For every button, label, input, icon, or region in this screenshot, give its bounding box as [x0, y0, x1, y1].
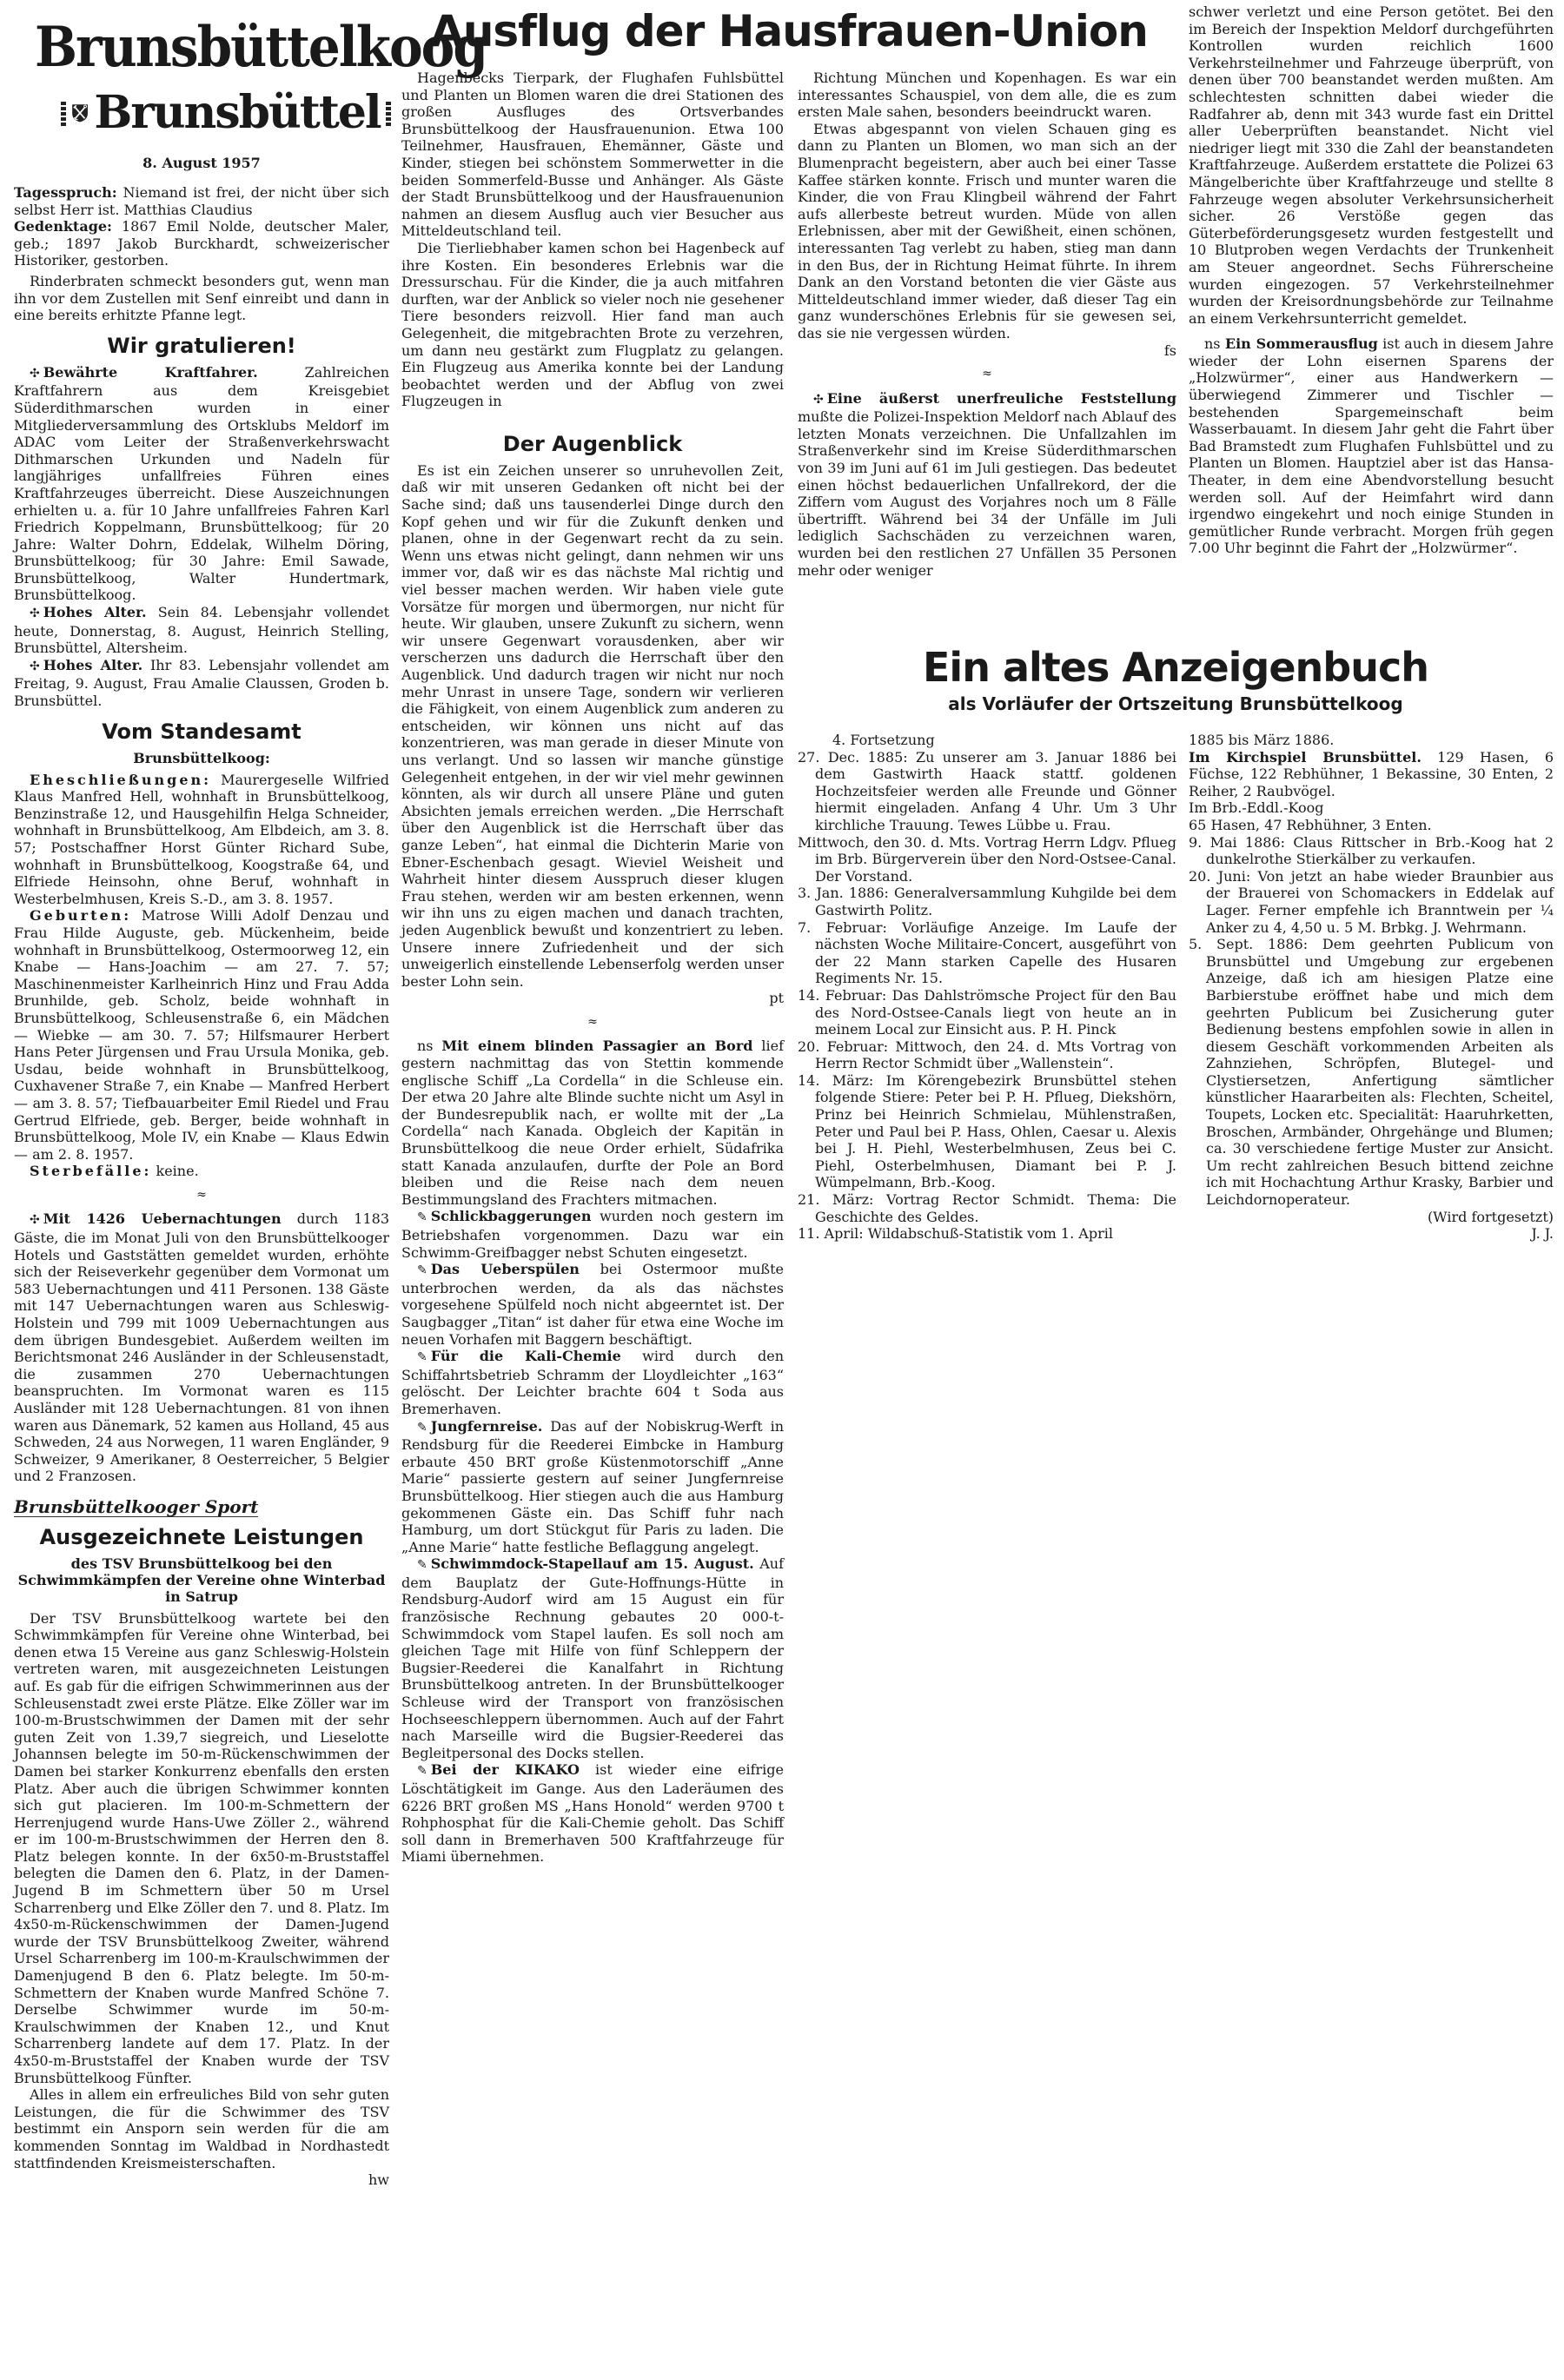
paragraph: 9. Mai 1886: Claus Rittscher in Brb.-Koog hat 2 dunkelrothe Stierkälber zu verkaufen. [1189, 833, 1554, 868]
label: Geburten: [30, 907, 132, 925]
paragraph: Mittwoch, den 30. d. Mts. Vortrag Herrn Ldgv. Pflueg im Brb. Bürgerverein über den Nord-Ostsee-Canal. Der Vorstand. [798, 833, 1176, 885]
column-2 [401, 70, 784, 1866]
paragraph [401, 1038, 784, 1208]
ornament-icon: ✎ [417, 1210, 427, 1225]
label: Bewährte Kraftfahrer. [43, 363, 258, 381]
anzeigen-list-2 [1189, 799, 1554, 1208]
paragraph [14, 1163, 389, 1180]
text: durch 1183 Gäste, die im Monat Juli von den Brunsbüttelkooger Hotels und Gaststätten gemeldet wurden, erhöhte sich der Reiseverkehr gegenüber dem Vormonat um 583 Uebernachtungen und 411 Personen. 138 Gäste mit 147 Uebernachtungen waren aus Schleswig-Holstein und 799 mit 1009 Uebernachtungen aus dem übrigen Bundesgebiet. Außerdem weilten im Berichtsmonat 246 Ausländer in der Schleusenstadt, die zusammen 270 Uebernachtungen beanspruchten. Im Vormonat waren es 115 Ausländer mit 128 Uebernachtungen. 81 von ihnen waren aus Dänemark, 52 kamen aus Holland, 45 aus Schweden, 24 aus Norwegen, 11 waren Engländer, 9 Schweizer, 9 Amerikaner, 8 Oesterreicher, 5 Belgier und 2 Franzosen. [14, 1210, 389, 1485]
label: Tagesspruch: [14, 184, 117, 201]
gedenktage [14, 218, 389, 269]
sport-body [14, 1610, 389, 2172]
paragraph [401, 1418, 784, 1556]
text: wurden noch gestern im Betriebshafen vorgenommen. Dazu war ein Schwimm-Greifbagger nebst Schuten eingesetzt. [401, 1208, 784, 1261]
banner-right-icon [386, 100, 391, 126]
unfall-continuation: schwer verletzt und eine Person getötet. Bei den im Bereich der Inspektion Meldorf durchgeführten Kontrollen wurden reichlich 1600 Verkehrsteilnehmer und Fahrzeuge überprüft, von denen über 700 beanstandet werden mußten. Am schlechtesten schnitten dabei wieder die Radfahrer ab, denn mit 343 wurde fast ein Drittel aller Ueberprüften beanstandet. Nicht viel niedriger liegt mit 330 die Zahl der beanstandeten Kraftfahrzeuge. Außerdem erstattete die Polizei 63 Mängelberichte über Kraftfahrzeuge und stellte 8 Fahrzeuge wegen absoluter Verkehrsunsicherheit sicher. 26 Verstöße gegen das Güterbeförderungsgesetz wurden festgestellt und 10 Blutproben wegen Verdachts der Trunkenheit am Steuer angeordnet. Sechs Führerscheine wurden eingezogen. 57 Verkehrsteilnehmer wurden der Kreisordnungsbehörde zur Teilnahme an einem Verkehrsunterricht gemeldet. [1189, 3, 1554, 327]
paragraph [14, 907, 389, 1163]
text: Maurergeselle Wilfried Klaus Manfred Hell, wohnhaft in Brunsbüttelkoog, Benzinstraße 12, und Hausgehilfin Helga Schneider, wohnhaft in Brunsbüttelkoog, Am Elbdeich, am 3. 8. 57; Postschaffner Horst Günter Richard Sube, wohnhaft in Brunsbüttelkoog, Koogstraße 64, und Elfriede Heinsohn, ohne Beruf, wohnhaft in Westerbelmhusen, Kreis S.-D., am 3. 8. 1957. [14, 771, 389, 907]
separator-icon: ≈ [587, 1014, 598, 1029]
paragraph [401, 1348, 784, 1417]
text: Matrose Willi Adolf Denzau und Frau Hilde Auguste, geb. Mückenheim, beide wohnhaft in Brunsbüttelkoog, Ostermoorweg 12, ein Knabe — Hans-Joachim — am 27. 7. 57; Maschinenmeister Karlheinrich Hinz und Frau Adda Brunhilde, geb. Scholz, beide wohnhaft in Brunsbüttelkoog, Schleusenstraße 6, ein Mädchen — Wiebke — am 30. 7. 57; Hilfsmaurer Herbert Hans Peter Jürgensen und Frau Ursula Monika, geb. Usdau, beide wohnhaft in Brunsbüttelkoog, Cuxhavener Straße 7, ein Knabe — Manfred Herbert — am 3. 8. 57; Tiefbauarbeiter Emil Riedel und Frau Gertrud Elfriede, geb. Berger, beide wohnhaft in Brunsbüttelkoog, Mole IV, ein Knabe — Klaus Edwin — am 2. 8. 1957. [14, 907, 389, 1163]
label: Schlickbaggerungen [430, 1208, 592, 1225]
text: mußte die Polizei-Inspektion Meldorf nach Ablauf des letzten Monats verzeichnen. Die Unfallzahlen im Straßenverkehr sind im Kreise Süderdithmarschen von 39 im Juni auf 61 im Juli gestiegen. Das bedeutet einen höchst bedauerlichen Unfallrekord, der die Ziffern vom August des Vorjahres noch um 8 Fälle übertrifft. Während bei 34 der Unfälle im Juli lediglich Sachschäden zu verzeichnen waren, wurden bei den restlichen 27 Unfällen 35 Personen mehr oder weniger [798, 408, 1176, 579]
text: Niemand ist frei, der nicht über sich selbst Herr ist. Matthias Claudius [14, 184, 389, 218]
ornament-icon: ✣ [30, 366, 40, 381]
label: Ein Sommerausflug [1224, 335, 1378, 353]
paragraph [401, 1208, 784, 1261]
fortsetzung-label: 4. Fortsetzung [832, 732, 935, 748]
separator-icon: ≈ [196, 1187, 207, 1202]
paragraph: Im Brb.-Eddl.-Koog [1189, 799, 1324, 817]
label: Gedenktage: [14, 218, 112, 235]
text: keine. [151, 1163, 199, 1180]
prefix: ns [417, 1038, 434, 1055]
kitchen-tip: Rinderbraten schmeckt besonders gut, wenn man ihn vor dem Zustellen mit Senf einreibt und dann in eine bereits erhitzte Pfanne legt. [14, 272, 389, 324]
author-signature: pt [769, 990, 784, 1007]
label: Im Kirchspiel Brunsbüttel. [1189, 748, 1422, 766]
kirchspiel-entry [1189, 749, 1554, 800]
ornament-icon: ✎ [417, 1263, 427, 1278]
paragraph: 27. Dec. 1885: Zu unserer am 3. Januar 1886 bei dem Gastwirth Haack stattf. goldenen Hochzeitsfeier werden alle Freunde und Gönner hiermit eingeladen. Anfang 4 Uhr. Um 3 Uhr kirchliche Trauung. Tewes Lübbe u. Frau. [798, 748, 1176, 833]
label: Für die Kali-Chemie [430, 1348, 621, 1365]
paragraph: 21. März: Vortrag Rector Schmidt. Thema: Die Geschichte des Geldes. [798, 1191, 1176, 1225]
text: ist auch in diesem Jahre wieder der Lohn eisernen Sparens der „Holzwürmer“, einer aus Handwerkern — überwiegend Zimmerer und Tischler — bestehenden Spargemeinschaft beim Wasserbauamt. In diesem Jahr geht die Fahrt über Bad Bramstedt zum Flughafen Fuhlsbüttel und zu Planten un Blomen. Hauptziel aber ist das Hansa-Theater, in dem eine Abendvorstellung besucht werden soll. Auf der Heimfahrt wird dann irgendwo eingekehrt und noch einige Stunden in gemütlicher Runde verbracht. Morgen früh gegen 7.00 Uhr beginnt die Fahrt der „Holzwürmer“. [1189, 335, 1554, 557]
paragraph: Alles in allem ein erfreuliches Bild von sehr guten Leistungen, die für die Schwimmer des TSV bestimmt ein Ansporn sein werden für die am kommenden Sonntag im Waldbad in Nordhastedt stattfindenden Kreismeisterschaften. [14, 2086, 389, 2171]
author-signature: fs [1163, 341, 1176, 359]
ornament-icon: ✣ [813, 392, 824, 407]
paragraph [401, 1261, 784, 1348]
standesamt-subtitle: Brunsbüttelkoog: [133, 749, 270, 766]
paragraph: 14. Februar: Das Dahlströmsche Project für den Bau des Nord-Ostsee-Canals liegt von heute an in meinem Local zur Einsicht aus. P. H. Pinck [798, 986, 1176, 1038]
hausfrauen-body-2 [798, 70, 1176, 342]
headline-augenblick: Der Augenblick [502, 431, 683, 456]
paragraph [14, 364, 389, 604]
text: Auf dem Bauplatz der Gute-Hoffnungs-Hütte in Rendsburg-Audorf wird am 15 August ein für französische Rechnung gebautes 20 000-t-Schwimmdock vom Stapel laufen. Es soll noch am gleichen Tage mit Hilfe von fünf Schleppern der Bugsier-Reederei die Kanalfahrt in Richtung Brunsbüttelkoog antreten. In der Brunsbüttelkooger Schleuse wird der Transport von französischen Hochseeschleppern übernommen. Auch auf der Fahrt nach Marseille wird die Bugsier-Reederei das Begleitpersonal des Docks stellen. [401, 1555, 785, 1761]
ornament-icon: ✎ [417, 1764, 427, 1779]
ornament-icon: ✣ [30, 1213, 40, 1228]
augenblick-body: Es ist ein Zeichen unserer so unruhevollen Zeit, daß wir mit unseren Gedanken oft nicht bei der Sache sind; daß uns tausenderlei Dinge durch den Kopf gehen und wir für die Zukunft denken und planen, ohne in der Gegenwart recht da zu sein. Wenn uns etwas nicht gelingt, dann nehmen wir uns immer vor, daß wir es das nächste Mal richtig und viel besser machen werden. Wir haben viele gute Vorsätze für morgen und übermorgen, nur nicht für heute. Wir glauben, unsere Zukunft zu sichern, wenn wir unsere Gegenwart vorausdenken, aber wir verscherzen uns dadurch die Herrschaft über den Augenblick. Und dadurch tragen wir nicht nur noch mehr Unrast in unsere Tage, sondern wir verlieren die Fähigkeit, von einem Augenblick zum anderen zu entscheiden, wir können uns nicht auf das konzentrieren, was man gerade in dieser Minute von uns verlangt. Und so lassen wir manche günstige Gelegenheit entgehen, in der wir viel mehr gewinnen könnten, als wir durch all unsere Pläne und guten Absichten jemals erreichen werden. „Die Herrschaft über den Augenblick ist die Herrschaft über das ganze Leben“, hat einmal die Dichterin Marie von Ebner-Eschenbach gesagt. Wieviel Weisheit und Wahrheit hinter diesem Ausspruch dieser klugen Frau stehen, werden wir am besten erkennen, wenn wir ihn uns zu eigen machen und danach trachten, jeden Augenblick bewußt und konzentriert zu leben. Unsere innere Zufriedenheit und der sich unweigerlich einstellende Lebenserfolg werden unser bester Lohn sein. [401, 461, 784, 990]
paragraph: Etwas abgespannt von vielen Schauen ging es dann zu Planten un Blomen, wo man sich an der Blumenpracht begeistern, aber auch bei einer Tasse Kaffee stärken konnte. Frisch und munter waren die Kinder, die von Frau Klingbeil während der Fahrt aufs allerbeste betreut wurden. Müde von allen Erlebnissen, aber mit der Gewißheit, einen schönen, interessanten Tag verlebt zu haben, stieg man dann in den Bus, der in Richtung Heimat führte. In ihrem Dank an den Vorstand betonten die vier Gäste aus Mitteldeutschland immer wieder, daß dieser Tag ein ganz wunderschönes Erlebnis für sie gewesen sei, das sie nie vergessen würden. [798, 120, 1176, 341]
ornament-icon: ✎ [417, 1420, 427, 1435]
anzeigen-list-1 [798, 749, 1176, 1243]
headline-hausfrauen: Ausflug der Hausfrauen-Union [430, 6, 1148, 56]
label: Sterbefälle: [30, 1163, 152, 1180]
masthead-town: Brunsbüttel [94, 86, 381, 139]
prefix: ns [1204, 335, 1221, 353]
anzeigenbuch-column-2 [1189, 732, 1554, 1243]
paragraph: 14. März: Im Körengebezirk Brunsbüttel stehen folgende Stiere: Peter bei P. H. Pflueg, Diekshörn, Prinz bei Heinrich Schmielau, Mühlenstraßen, Peter und Paul bei P. Hass, Ohlen, Caesar u. Alexis bei J. H. Piehl, Westerbelmhusen, Zeus bei C. Piehl, Osterbelmhusen, Diamant bei P. J. Wümpelmann, Brb.-Koog. [798, 1071, 1176, 1191]
paragraph: Richtung München und Kopenhagen. Es war ein interessantes Schauspiel, von dem alle, die es zum ersten Male sahen, besonders beeindruckt waren. [798, 70, 1176, 121]
tagesspruch [14, 184, 389, 218]
unfall-article [798, 390, 1176, 580]
anzeigenbuch-column-1 [798, 732, 1176, 1243]
paragraph: 65 Hasen, 47 Rebhühner, 3 Enten. [1189, 816, 1432, 833]
label: Bei der KIKAKO [430, 1761, 580, 1779]
column-4 [1189, 3, 1554, 557]
text: ist wieder eine eifrige Löschtätigkeit im Gange. Aus den Laderäumen des 6226 BRT großen MS „Hans Honold“ werden 9700 t Rohphosphat für die Kali-Chemie geholt. Das Schiff soll dann in Bremerhaven 500 Kraftfahrzeuge für Miami übernehmen. [401, 1761, 784, 1866]
text: Das auf der Nobiskrug-Werft in Rendsburg für die Reederei Eimbcke in Hamburg erbaute 450 BRT große Küstenmotorschiff „Anne Marie“ passierte gestern auf seiner Jungfernreise Brunsbüttelkoog. Hier stiegen auch die aus Hamburg gekommenen Gäste ein. Das Schiff fuhr nach Hamburg, um dort Stückgut für Paris zu laden. Die „Anne Marie“ hatte festliche Beflaggung angelegt. [401, 1417, 784, 1555]
text: lief gestern nachmittag das von Stettin kommende englische Schiff „La Cordella“ in die Schleuse ein. Der etwa 20 Jahre alte Blinde suchte nicht um Asyl in der Bundesrepublik nach, er wollte mit der „La Cordella“ nach Kanada. Obgleich der Kapitän in Brunsbüttelkoog die neue Order erhielt, Südafrika statt Kanada anzulaufen, durfte der Pole an Bord bleiben und die Reise nach dem neuen Bestimmungsland des Frachters mitmachen. [401, 1038, 784, 1208]
label: Eheschließungen: [30, 771, 212, 788]
paragraph: 20. Juni: Von jetzt an habe wieder Braunbier aus der Brauerei von Schomackers in Eddelak auf Lager. Ferner empfehle ich Branntwein per ¼ Anker zu 4, 4,50 u. 5 M. Brbkg. J. Wehrmann. [1189, 867, 1554, 936]
column-3 [798, 70, 1176, 579]
paragraph: 11. April: Wildabschuß-Statistik vom 1. April [798, 1225, 1113, 1243]
paragraph [14, 772, 389, 908]
standesamt-list [14, 772, 389, 1180]
headline-anzeigenbuch: Ein altes Anzeigenbuch [923, 644, 1428, 691]
paragraph: 3. Jan. 1886: Generalversammlung Kuhgilde bei dem Gastwirth Politz. [798, 885, 1176, 918]
section-title-gratulieren: Wir gratulieren! [107, 333, 296, 358]
sommerausflug-article [1189, 335, 1554, 557]
author-signature: hw [368, 2171, 389, 2189]
sport-section-label: Brunsbüttelkooger Sport [14, 1495, 259, 1517]
label: Eine äußerst unerfreuliche Feststellung [826, 389, 1176, 407]
masthead-subtitle [61, 80, 391, 146]
section-title-standesamt: Vom Standesamt [102, 719, 302, 744]
author-signature: J. J. [1531, 1225, 1554, 1243]
label: Schwimmdock-Stapellauf am 15. August. [430, 1555, 754, 1573]
paragraph [14, 657, 389, 710]
label: Hohes Alter. [43, 656, 143, 673]
column-1 [14, 184, 389, 2189]
hafen-news-list [401, 1038, 784, 1866]
label: Das Ueberspülen [430, 1261, 580, 1278]
label: Jungfernreise. [430, 1417, 543, 1435]
text: 1867 Emil Nolde, deutscher Maler, geb.; 1897 Jakob Burckhardt, schweizerischer Historiker, gestorben. [14, 218, 389, 269]
paragraph [401, 1761, 784, 1866]
continued-note: (Wird fortgesetzt) [1427, 1208, 1554, 1225]
masthead-title: Brunsbüttelkoog [35, 14, 487, 80]
paragraph: 20. Februar: Mittwoch, den 24. d. Mts Vortrag von Herrn Rector Schmidt über „Wallenstein“. [798, 1038, 1176, 1072]
anzeigen-continuation: 1885 bis März 1886. [1189, 732, 1335, 748]
paragraph [14, 604, 389, 657]
ornament-icon: ✎ [417, 1350, 427, 1365]
paragraph [401, 1555, 784, 1761]
paragraph: Die Tierliebhaber kamen schon bei Hagenbeck auf ihre Kosten. Ein besonderes Erlebnis war die Dressurschau. Für die Kinder, die ja auch mitfahren durften, war der Anblick so vieler noch nie gesehener Tiere besonders reizvoll. Hier fand man auch Gelegenheit, die mitgebrachten Brote zu verzehren, um dann neu gestärkt zum Flugplatz zu gelangen. Ein Flugzeug aus Amerika konnte bei der Landung beobachtet werden und der Abflug von zwei Flugzeugen in [401, 239, 784, 410]
label: Hohes Alter. [43, 604, 147, 621]
gratulieren-list [14, 364, 389, 710]
ornament-icon: ✣ [30, 659, 40, 673]
ornament-icon: ✣ [30, 607, 40, 621]
subheadline-anzeigenbuch: als Vorläufer der Ortszeitung Brunsbüttelkoog [948, 693, 1403, 714]
paragraph: Hagenbecks Tierpark, der Flughafen Fuhlsbüttel und Planten un Blomen waren die drei Stationen des großen Ausfluges des Ortsverbandes Brunsbüttelkoog der Hausfrauenunion. Etwa 100 Teilnehmer, Hausfrauen, Ehemänner, Gäste und Kinder, stiegen bei schönstem Sommerwetter in die beiden Sommerfeld-Busse und Anhänger. Als Gäste der Stadt Brunsbüttelkoog und der Hausfrauenunion nahmen an diesem Ausflug auch vier Besucher aus Mitteldeutschland teil. [401, 70, 784, 240]
text: Sein 84. Lebensjahr vollendet heute, Donnerstag, 8. August, Heinrich Stelling, Brunsbüttel, Altersheim. [14, 604, 389, 657]
text: wird durch den Schiffahrtsbetrieb Schramm der Lloydleichter „163“ gelöscht. Der Leichter brachte 604 t Soda aus Bremerhaven. [401, 1348, 785, 1417]
coat-of-arms-icon [71, 80, 89, 146]
ornament-icon: ✎ [417, 1558, 427, 1573]
text: Ihr 83. Lebensjahr vollendet am Freitag, 9. August, Frau Amalie Claussen, Groden b. Brunsbüttel. [14, 656, 389, 710]
text: Zahlreichen Kraftfahrern aus dem Kreisgebiet Süderdithmarschen wurden in einer Mitgliederversammlung des Ortsklubs Meldorf im ADAC vom Leiter der Straßenverkehrswacht Dithmarschen Urkunden und Nadeln für langjähriges unfallfreies Führen eines Kraftfahrzeuges überreicht. Diese Auszeichnungen erhielten u. a. für 10 Jahre unfallfreies Fahren Karl Friedrich Koppelmann, Brunsbüttelkoog; für 20 Jahre: Walter Dohrn, Eddelak, Wilhelm Döring, Brunsbüttelkoog; für 30 Jahre: Emil Sawade, Brunsbüttelkoog, Walter Hundertmark, Brunsbüttelkoog. [14, 363, 389, 604]
sport-headline: Ausgezeichnete Leistungen [39, 1524, 364, 1549]
separator-icon: ≈ [982, 367, 992, 381]
banner-left-icon [61, 100, 66, 126]
uebernachtungen-article [14, 1210, 389, 1485]
label: Mit 1426 Uebernachtungen [43, 1210, 282, 1228]
text: 129 Hasen, 6 Füchse, 122 Rebhühner, 1 Bekassine, 30 Enten, 2 Reiher, 2 Raubvögel. [1189, 748, 1554, 799]
paragraph: 7. Februar: Vorläufige Anzeige. Im Laufe der nächsten Woche Militaire-Concert, ausgeführt von der 22 Mann starken Capelle des Husaren Regiments Nr. 15. [798, 918, 1176, 987]
hausfrauen-body-1 [401, 70, 784, 410]
issue-date: 8. August 1957 [142, 155, 261, 171]
sport-subheadline: des TSV Brunsbüttelkoog bei den Schwimmkämpfen der Vereine ohne Winterbad in Satrup [17, 1555, 386, 1605]
label: Mit einem blinden Passagier an Bord [441, 1038, 753, 1055]
paragraph: Der TSV Brunsbüttelkoog wartete bei den Schwimmkämpfen für Vereine ohne Winterbad, bei denen etwa 15 Vereine aus ganz Schleswig-Holstein vertreten waren, mit ausgezeichneten Leistungen auf. Es gab für die eifrigen Schwimmerinnen aus der Schleusenstadt zwei erste Plätze. Elke Zöller war im 100-m-Brustschwimmen der Damen mit der sehr guten Zeit von 1.39,7 siegreich, und Lieselotte Johannsen belegte im 50-m-Rückenschwimmen der Damen bei starker Konkurrenz ebenfalls den ersten Platz. Aber auch die übrigen Schwimmer konnten sich gut placieren. Im 100-m-Schmettern der Herrenjugend wurde Hans-Uwe Zöller 2., während er im 100-m-Brustschwimmen der Herren den 8. Platz belegen konnte. In der 6x50-m-Bruststaffel belegten die Damen den 6. Platz, in der Damen-Jugend B im Schmettern über 50 m Ursel Scharrenberg und Elke Zöller den 7. und 8. Platz. Im 4x50-m-Rückenschwimmen der Damen-Jugend wurde der TSV Brunsbüttelkoog Zweiter, während Ursel Scharrenberg im 100-m-Kraulschwimmen der Damenjugend B den 6. Platz belegte. Im 50-m-Schmettern der Knaben wurde Manfred Schöne 7. Derselbe Schwimmer wurde im 50-m-Kraulschwimmen der Knaben 12., und Knut Scharrenberg landete auf dem 17. Platz. In der 4x50-m-Bruststaffel der Knaben wurde der TSV Brunsbüttelkoog Fünfter. [14, 1609, 389, 2086]
text: bei Ostermoor mußte unterbrochen werden, da als das nächstes vorgesehene Spülfeld noch nicht abgeerntet ist. Der Saugbagger „Titan“ ist daher für etwa eine Woche im neuen Vorhafen mit Baggern beschäftigt. [401, 1261, 784, 1348]
paragraph: 5. Sept. 1886: Dem geehrten Publicum von Brunsbüttel und Umgebung zur ergebenen Anzeige, daß ich am hiesigen Platze eine Barbierstube eröffnet habe und mich dem geehrten Publicum bei Zusicherung guter Bedienung bestens empfohlen sowie in allen in diesem Geschäft vorkommenden Arbeiten als Zahnziehen, Schröpfen, Blutegel- und Clystiersetzen, Anfertigung sämtlicher künstlicher Haararbeiten als: Flechten, Scheitel, Toupets, Locken etc. Specialität: Haaruhrketten, Broschen, Armbänder, Ohrgehänge und Blumen; ca. 30 verschiedene fertige Muster zur Ansicht. Um recht zahlreichen Besuch bittend zeichne ich mit Hochachtung Arthur Krasky, Barbier und Leichdornoperateur. [1189, 936, 1554, 1209]
